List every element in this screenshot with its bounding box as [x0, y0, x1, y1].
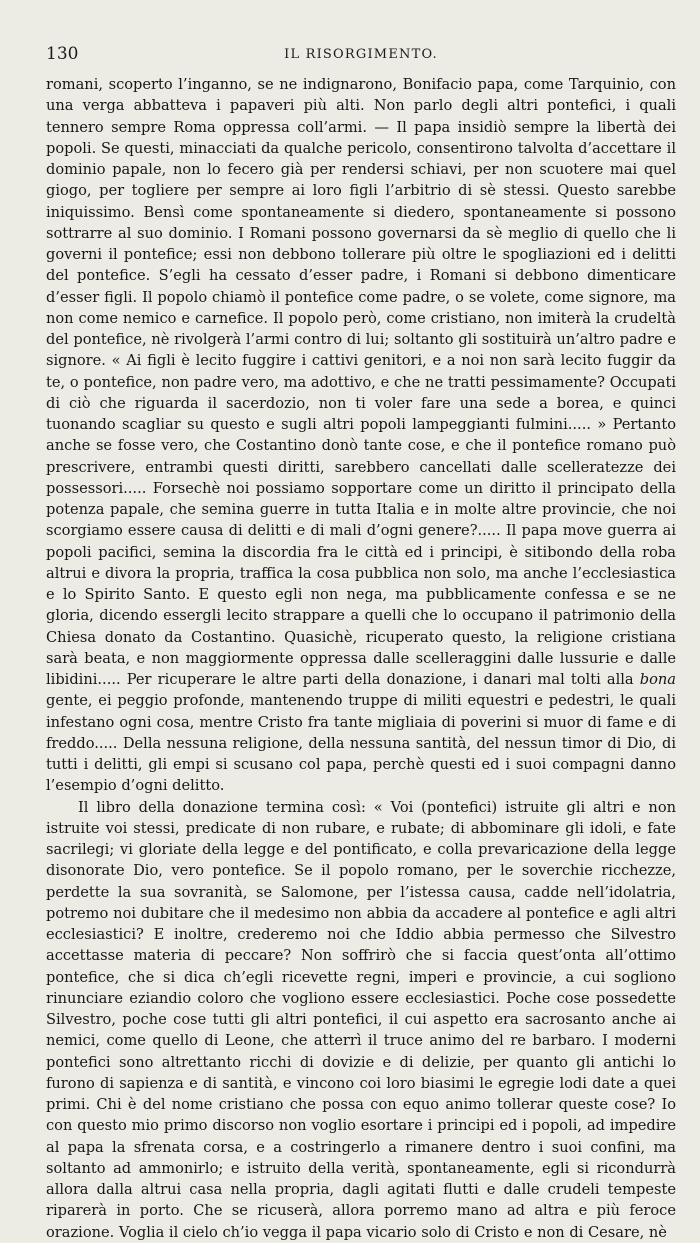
- paragraph-1: [46, 74, 676, 797]
- page-header: [46, 44, 676, 66]
- paragraph-2: Il libro della donazione termina così: « Voi (pontefici) istruite gli altri e non istruite voi stessi, predicate di non rubare, e rubate; di abbominare gli idoli, e fate sacrilegi; vi gloriate della legge e del pontificato, e colla prevaricazione della legge disonorate Dio, vero pontefice. Se il popolo romano, per le soverchie ricchezze, perdette la sua sovranità, se Salomone, per l’istessa causa, cadde nell’idolatria, potremo noi dubitare che il medesimo non abbia da accadere al pontefice e agli altri ecclesiastici? E inoltre, crederemo noi che Iddio abbia permesso che Silvestro accettasse materia di peccare? Non soffrirò che si faccia quest’onta all’ottimo pontefice, che si dica ch’egli ricevette regni, imperi e provincie, a cui sogliono rinunciare eziandio coloro che vogliono essere ecclesiastici. Poche cose possedette Silvestro, poche cose tutti gli altri pontefici, il cui aspetto era sacrosanto anche ai nemici, come quello di Leone, che atterrì il truce animo del re barbaro. I moderni pontefici sono altrettanto ricchi di dovizie e di delizie, per quanto gli antichi lo furono di sapienza e di santità, e vincono coi loro biasimi le egregie lodi date a quei primi. Chi è del nome cristiano che possa con equo animo tollerar queste cose? Io con questo mio primo discorso non voglio esortare i principi ed i popoli, ad impedire al papa la sfrenata corsa, e a costringerlo a rimanere dentro i suoi confini, ma soltanto ad ammonirlo; e istruito della verità, spontaneamente, egli si ricondurrà allora dalla altrui casa nella propria, dagli agitati flutti e dalle crudeli tempeste riparerà in porto. Che se ricuserà, allora porremo mano ad altra e più feroce orazione. Voglia il cielo ch’io vegga il papa vicario solo di Cristo e non di Cesare, nè: [46, 798, 676, 1241]
- page-number: 130: [46, 44, 79, 64]
- running-title: IL RISORGIMENTO.: [284, 47, 438, 62]
- body-text: [46, 74, 676, 1243]
- italic-word-bona: bona: [639, 671, 676, 688]
- paragraph-1-text-continued: gente, ei peggio profonde, mantenendo truppe di militi equestri e pedestri, le quali infestano ogni cosa, mentre Cristo fra tante migliaia di poverini si muor di fame e di freddo..... Della nessuna religione, della nessuna santità, del nessun timor di Dio, di tutti i delitti, gli empi si scusano col papa, perchè questi ed i suoi compagni danno l’esempio d’ogni delitto.: [46, 692, 676, 795]
- paragraph-1-text: romani, scoperto l’inganno, se ne indignarono, Bonifacio papa, come Tarquinio, con una verga abbatteva i papaveri più alti. Non parlo degli altri pontefici, i quali tennero sempre Roma oppressa coll’armi. — Il papa insidiò sempre la libertà dei popoli. Se questi, minacciati da qualche pericolo, consentirono talvolta d’accettare il dominio papale, non lo fecero già per rendersi schiavi, per non scuotere mai quel giogo, per togliere per sempre ai loro figli l’arbitrio di sè stessi. Questo sarebbe iniquissimo. Bensì come spontaneamente si diedero, spontaneamente si possono sottrarre al suo dominio. I Romani possono governarsi da sè meglio di quello che li governi il pontefice; essi non debbono tollerare più oltre le spogliazioni ed i delitti del pontefice. S’egli ha cessato d’esser padre, i Romani si debbono dimenticare d’esser figli. Il popolo chiamò il pontefice come padre, o se volete, come signore, ma non come nemico e carnefice. Il popolo però, come cristiano, non imiterà la crudeltà del pontefice, nè rivolgerà l’armi contro di lui; soltanto gli sostituirà un’altro padre e signore. « Ai figli è lecito fuggire i cattivi genitori, e a noi non sarà lecito fuggir da te, o pontefice, non padre vero, ma adottivo, e che ne tratti pessimamente? Occupati di ciò che riguarda il sacerdozio, non ti voler fare una sede a borea, e quinci tuonando scagliar su questo e sugli altri popoli lampeggianti fulmini..... » Pertanto anche se fosse vero, che Costantino donò tante cose, e che il pontefice romano può prescrivere, entrambi questi diritti, sarebbero cancellati dalle scelleratezze dei possessori..... Forsechè noi possiamo sopportare come un diritto il principato della potenza papale, che semina guerre in tutta Italia e in molte altre provincie, che noi scorgiamo essere causa di delitti e di mali d’ogni genere?..... Il papa move guerra ai popoli pacifici, semina la discordia fra le città ed i principi, è sitibondo della roba altrui e divora la propria, traffica la cosa pubblica non solo, ma anche l’ecclesiastica e lo Spirito Santo. E questo egli non nega, ma pubblicamente confessa e se ne gloria, dicendo essergli lecito strappare a quelli che lo occupano il patrimonio della Chiesa donato da Costantino. Quasichè, ricuperato questo, la religione cristiana sarà beata, e non maggiormente oppressa dalle scelleraggini dalle lussurie e dalle libidini..... Per ricuperare le altre parti della donazione, i danari mal tolti alla: [46, 76, 676, 688]
